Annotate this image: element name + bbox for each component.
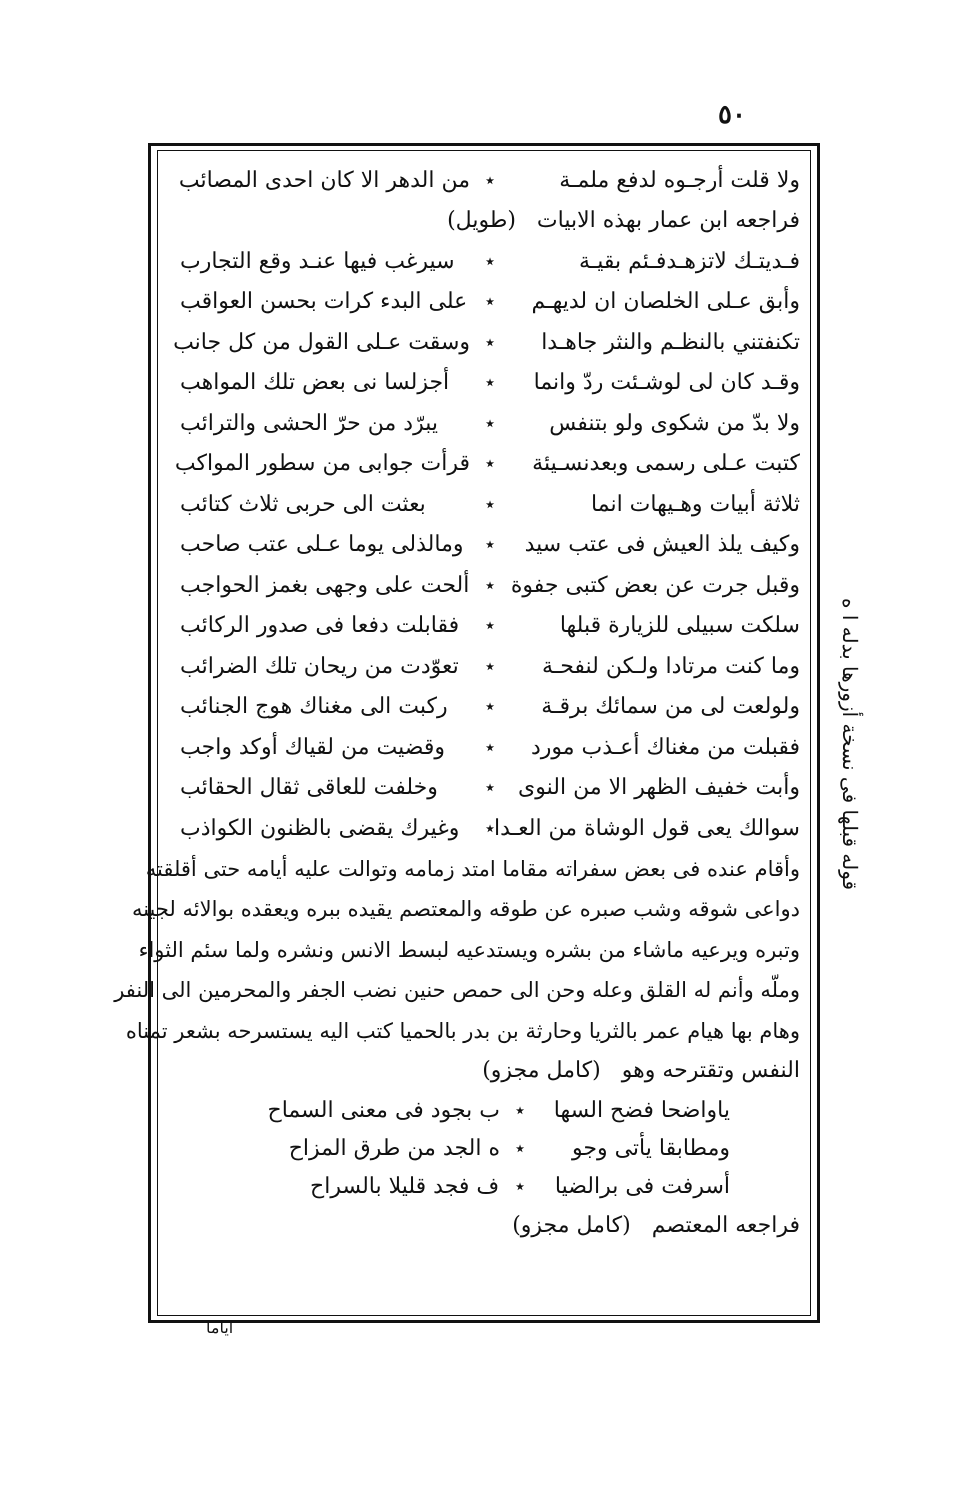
verse-line (170, 565, 800, 606)
verse-line (170, 525, 800, 566)
hemistich-first: سوالك يعى قول الوشاة من العـدا (494, 815, 800, 841)
hemistich-second: وسقت عـلى القول من كل جانب (173, 329, 470, 355)
meter-label: (طويل) (447, 207, 516, 233)
intro-heading (170, 201, 800, 242)
meter-label: (كامل مجزو) (482, 1058, 601, 1083)
star-divider: ٭ (485, 574, 495, 596)
hemistich-second: ب بجود فى معنى السماح (267, 1098, 500, 1123)
hemistich-first: سلكت سبيلى للزيارة قبلها (559, 613, 800, 639)
hemistich-second: وغيرك يقضى بالظنون الكواذب (180, 815, 460, 841)
hemistich-second: وخلفت للعاقى ثقال الحقائب (180, 775, 438, 801)
hemistich-second: ومالذلى يوما عـلى عتب صاحب (180, 532, 464, 558)
hemistich-second: قرأت جوابى من سطور المواكب (174, 451, 470, 477)
page-number: ٥٠ (718, 100, 746, 130)
hemistich-first: ياواضحا فضح السها (553, 1098, 730, 1123)
hemistich-second: على البدء كرات بحسن العواقب (180, 289, 468, 315)
hemistich-second: ه الجد من طرق المزاح (288, 1136, 500, 1161)
hemistich-second: سيرغب فيها عنـد وقع التجارب (180, 248, 455, 274)
star-divider: ٭ (485, 291, 495, 313)
hemistich-first: وقبل جرت عن بعض كتبى جفوة (510, 572, 800, 598)
star-divider: ٭ (485, 736, 495, 758)
star-divider: ٭ (485, 493, 495, 515)
hemistich-second: ركبت الى مغناك هوج الجنائب (180, 694, 448, 720)
star-divider: ٭ (485, 250, 495, 272)
hemistich-second: من الدهر الا كان احدى المصائب (178, 167, 470, 193)
star-divider: ٭ (515, 1138, 525, 1159)
verse-line (170, 444, 800, 485)
hemistich-first: كتبت عـلى رسمى وبعدنسـيئة (532, 451, 800, 477)
catchword: اياما (206, 1318, 234, 1337)
hemistich-first: أسرفت فى برالضيا (554, 1174, 730, 1199)
verse-line (170, 808, 800, 849)
hemistich-second: يبرّد من حرّ الحشى والترائب (180, 410, 438, 436)
prose-line: وأقام عنده فى بعض سفراته مقاما امتد زمامه وتوالت عليه أيامه حتى أقلقته (145, 856, 800, 881)
prose-text: النفس وتقترحه وهو (621, 1058, 800, 1083)
hemistich-second: ف فجد قليلا بالسراح (310, 1174, 500, 1199)
hemistich-first: ومطابقا يأتى وجو (572, 1136, 730, 1161)
closing-text: فراجعه المعتصم (651, 1212, 800, 1238)
verse-line (170, 646, 800, 687)
hemistich-second: أجزلسا نى بعض تلك المواهب (180, 370, 450, 396)
star-divider: ٭ (485, 817, 495, 839)
star-divider: ٭ (485, 534, 495, 556)
hemistich-first: تكنفتني بالنظـم والنثر جاهـدا (541, 329, 800, 355)
hemistich-first: وما كنت مرتادا ولـكن لنفحـة (541, 653, 800, 679)
star-divider: ٭ (515, 1100, 525, 1121)
intro-verse (170, 160, 800, 201)
hemistich-first: ولا قلت أرجـوه لدفع ملمـة (559, 167, 800, 193)
prose-line: وهام بها هيام عمر بالثريا وحارثة بن بدر بالحميا كتب اليه يستسرحه بشعر تمناه (125, 1018, 800, 1043)
hemistich-second: بعثت الى حربى ثلاث كتائب (180, 491, 426, 517)
hemistich-first: وكيف يلذ العيش فى عتب سيد (524, 532, 800, 558)
prose-line: دواعى شوقه وشب صبره عن طوقه والمعتصم يقيده ببره ويعقده بوالائه لجينه (131, 897, 800, 921)
verse-line (170, 727, 800, 768)
verse-line (170, 241, 800, 282)
hemistich-second: تعوّدت من ريحان تلك الضرائب (180, 653, 459, 679)
star-divider: ٭ (515, 1176, 525, 1197)
hemistich-first: وقـد كان لى لوشـئت ردّ وانما (533, 370, 800, 396)
star-divider: ٭ (485, 372, 495, 394)
hemistich-second: فقابلت دفعا فى صدور الركائب (180, 613, 460, 639)
short-verse-line (170, 1130, 730, 1168)
margin-note: قوله قبلها فى نسخة أزورها بدله ا ه (838, 597, 862, 890)
hemistich-second: ألحت على وجهى بغمز الحواجب (180, 572, 470, 598)
star-divider: ٭ (485, 453, 495, 475)
star-divider: ٭ (485, 615, 495, 637)
main-text (114, 160, 800, 1246)
star-divider: ٭ (485, 655, 495, 677)
hemistich-first: ولولعت لى من سمائك برقـة (541, 694, 800, 720)
short-verse-line (170, 1168, 730, 1206)
verse-line (170, 484, 800, 525)
star-divider: ٭ (485, 777, 495, 799)
star-divider: ٭ (485, 331, 495, 353)
verse-line (170, 322, 800, 363)
star-divider: ٭ (485, 169, 495, 191)
meter-label: (كامل مجزو) (512, 1212, 631, 1238)
hemistich-first: وأبق عـلى الخلصان ان لديهـم (531, 289, 800, 315)
hemistich-first: فقبلت من مغناك أعـذب مورد (530, 734, 800, 760)
hemistich-second: وقضيت من لقياك أوكد واجب (180, 734, 445, 760)
star-divider: ٭ (485, 696, 495, 718)
hemistich-first: ثلاثة أبيات وهـيهات انما (591, 491, 800, 517)
short-verse-line (170, 1092, 730, 1130)
star-divider: ٭ (485, 412, 495, 434)
verse-line (170, 282, 800, 323)
verse-line (170, 363, 800, 404)
hemistich-first: وأبت خفيف الظهر الا من النوى (518, 775, 800, 801)
verse-line (170, 687, 800, 728)
verse-line (170, 768, 800, 809)
prose-line: وملّه وأنم له القلق وعله وحن الى حمص حنين نضب الجفر والمحرمين الى النفر (114, 978, 800, 1002)
hemistich-first: فـديتـك لاتزهـدفـئم بقيـة (578, 248, 800, 274)
heading-text: فراجعه ابن عمار بهذه الابيات (536, 207, 800, 233)
prose-line: وتبره ويرعيه ماشاء من بشره ويستدعيه لبسط الانس ونشره ولما سئم الثواء (138, 937, 800, 962)
verse-line (170, 606, 800, 647)
closing-line (170, 1206, 800, 1247)
verse-line (170, 403, 800, 444)
hemistich-first: ولا بدّ من شكوى ولو بتنفس (549, 410, 800, 436)
prose-last-line (170, 1051, 800, 1092)
